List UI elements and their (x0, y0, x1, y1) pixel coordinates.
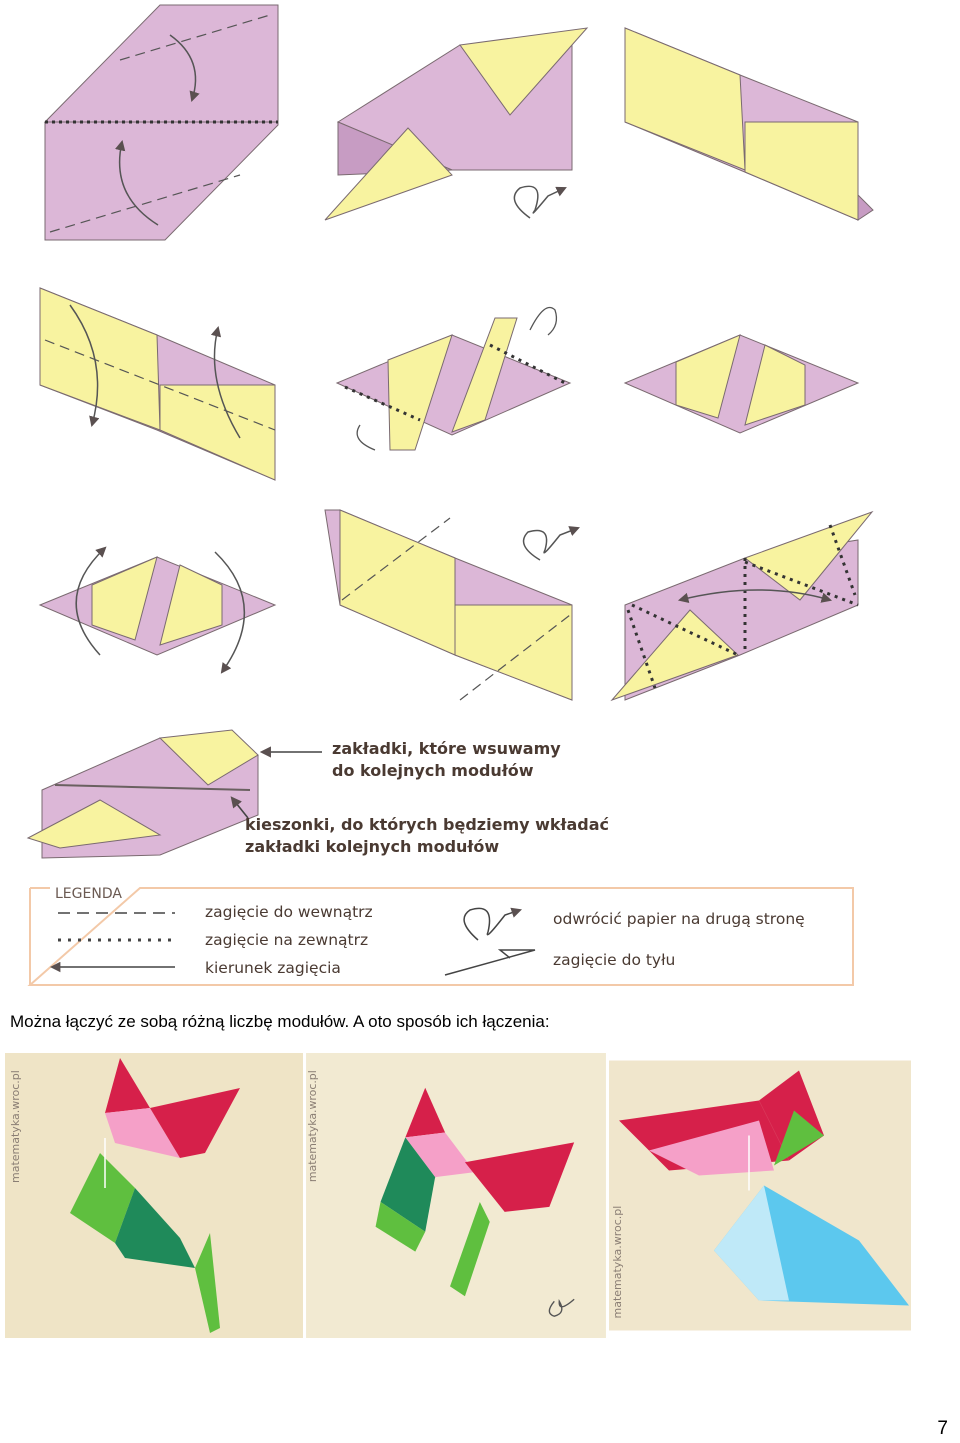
legend-turn-over: odwrócić papier na drugą stronę (553, 910, 805, 928)
page-number: 7 (937, 1418, 948, 1439)
step-10-finished-module (28, 730, 609, 858)
legend-fold-direction: kierunek zagięcia (205, 959, 341, 977)
legend-fold-behind: zagięcie do tyłu (553, 951, 676, 969)
caption: Można łączyć ze sobą różną liczbę modułów. A oto sposób ich łączenia: (10, 1012, 550, 1031)
legend-title: LEGENDA (55, 886, 122, 902)
step-5 (337, 308, 570, 451)
photo-1-watermark: matematyka.wroc.pl (9, 1070, 22, 1183)
photo-2-watermark: matematyka.wroc.pl (305, 1070, 319, 1183)
step-9 (612, 512, 872, 700)
legend-mountain-fold: zagięcie na zewnątrz (205, 931, 369, 949)
step-8 (325, 510, 578, 700)
photo-joining-step-1 (5, 1053, 303, 1338)
photo-joining-step-3 (609, 1053, 911, 1338)
step-4 (40, 288, 275, 480)
photo-joining-step-2 (305, 1053, 607, 1338)
callout-pockets-line1: kieszonki, do których będziemy wkładać (245, 815, 609, 834)
callout-tabs-line2: do kolejnych modułów (332, 761, 534, 780)
legend-valley-fold: zagięcie do wewnątrz (205, 903, 373, 921)
fold-behind-icon (445, 950, 535, 975)
turn-over-icon (464, 908, 520, 940)
step-2 (325, 28, 587, 220)
step-1 (45, 5, 278, 240)
legend (30, 886, 853, 985)
step-6 (625, 335, 858, 433)
step-7 (40, 548, 275, 672)
photo-3-watermark: matematyka.wroc.pl (611, 1205, 624, 1319)
callout-pockets-line2: zakładki kolejnych modułów (245, 837, 500, 856)
callout-tabs-line1: zakładki, które wsuwamy (332, 739, 561, 758)
step-3 (625, 28, 873, 220)
